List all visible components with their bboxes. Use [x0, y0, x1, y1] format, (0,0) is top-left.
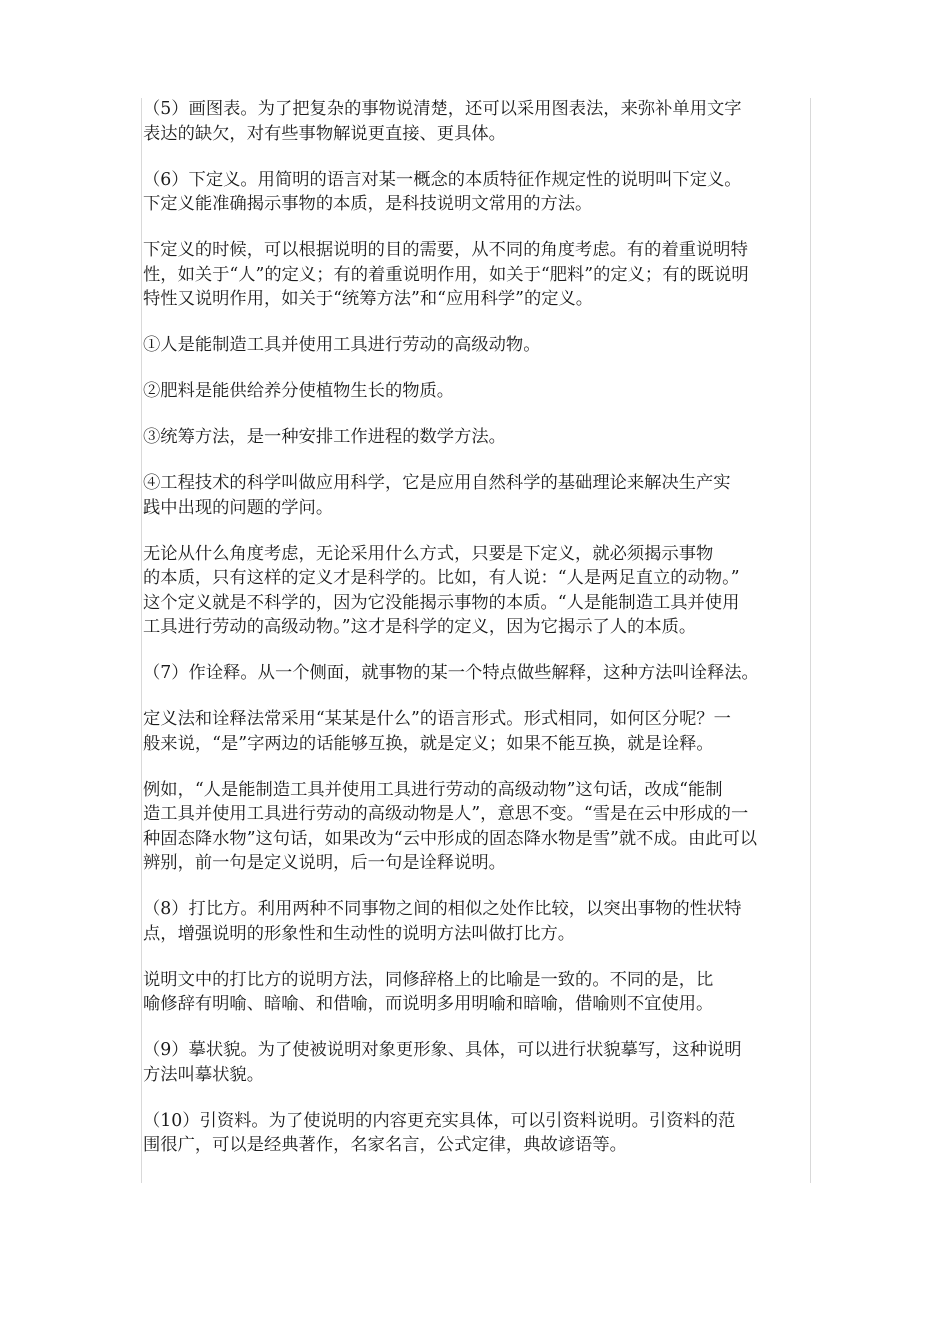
- text-line: 下定义的时候，可以根据说明的目的需要，从不同的角度考虑。有的着重说明特: [143, 240, 748, 260]
- text-line: 围很广，可以是经典著作，名家名言，公式定律，典故谚语等。: [143, 1135, 627, 1155]
- text-line: （9）摹状貌。为了使被说明对象更形象、具体，可以进行状貌摹写，这种说明: [143, 1040, 742, 1060]
- paragraph-interpretation: [143, 661, 815, 686]
- text-line: 性，如关于“人”的定义；有的着重说明作用，如关于“肥料”的定义；有的既说明: [143, 264, 749, 285]
- paragraph-describe: [143, 1038, 815, 1087]
- text-line: 下定义能准确揭示事物的本质，是科技说明文常用的方法。: [143, 194, 593, 214]
- text-line: 特性又说明作用，如关于“统筹方法”和“应用科学”的定义。: [143, 289, 594, 309]
- text-line: （8）打比方。利用两种不同事物之间的相似之处作比较，以突出事物的性状特: [143, 899, 742, 919]
- paragraph-example-2: [143, 379, 815, 404]
- text-line: （7）作诠释。从一个侧面，就事物的某一个特点做些解释，这种方法叫诠释法。: [143, 663, 759, 683]
- text-line: 辨别，前一句是定义说明，后一句是诠释说明。: [143, 853, 506, 873]
- text-line: 这个定义就是不科学的，因为它没能揭示事物的本质。“人是能制造工具并使用: [143, 592, 740, 613]
- paragraph-analogy: [143, 897, 815, 946]
- text-line: 造工具并使用工具进行劳动的高级动物是人”，意思不变。“雪是在云中形成的一: [143, 804, 749, 824]
- paragraph-example-3: [143, 425, 815, 450]
- text-line: 无论从什么角度考虑，无论采用什么方式，只要是下定义，就必须揭示事物: [143, 543, 714, 564]
- text-line: （5）画图表。为了把复杂的事物说清楚，还可以采用图表法，来弥补单用文字: [143, 99, 742, 119]
- paragraph-analogy-rhetoric: [143, 968, 815, 1017]
- text-line: 方法叫摹状貌。: [143, 1064, 264, 1085]
- paragraph-essence: [143, 542, 815, 640]
- text-line: ②肥料是能供给养分使植物生长的物质。: [143, 381, 455, 401]
- paragraph-draw-charts: [143, 97, 815, 146]
- text-line: ④工程技术的科学叫做应用科学，它是应用自然科学的基础理论来解决生产实: [143, 473, 731, 493]
- text-line: 践中出现的问题的学问。: [143, 497, 334, 518]
- text-line: 说明文中的打比方的说明方法，同修辞格上的比喻是一致的。不同的是，比: [143, 969, 714, 990]
- text-line: 例如，“人是能制造工具并使用工具进行劳动的高级动物”这句话，改成“能制: [143, 779, 723, 800]
- paragraph-definition: [143, 168, 815, 217]
- document-body: [143, 97, 815, 1158]
- text-line: 种固态降水物”这句话，如果改为“云中形成的固态降水物是雪”就不成。由此可以: [143, 828, 758, 849]
- paragraph-example-4: [143, 471, 815, 520]
- text-line: 的本质，只有这样的定义才是科学的。比如，有人说：“人是两足直立的动物。”: [143, 568, 740, 588]
- text-line: （10）引资料。为了使说明的内容更充实具体，可以引资料说明。引资料的范: [143, 1110, 736, 1131]
- text-line: 工具进行劳动的高级动物。”这才是科学的定义，因为它揭示了人的本质。: [143, 617, 697, 637]
- paragraph-distinguish: [143, 707, 815, 756]
- text-line: ③统筹方法，是一种安排工作进程的数学方法。: [143, 427, 506, 447]
- text-line: ①人是能制造工具并使用工具进行劳动的高级动物。: [143, 335, 541, 355]
- text-line: 定义法和诠释法常采用“某某是什么”的语言形式。形式相同，如何区分呢？一: [143, 709, 731, 729]
- text-line: 般来说，“是”字两边的话能够互换，就是定义；如果不能互换，就是诠释。: [143, 733, 714, 754]
- text-line: 点，增强说明的形象性和生动性的说明方法叫做打比方。: [143, 923, 576, 944]
- paragraph-definition-angles: [143, 238, 815, 312]
- text-line: 喻修辞有明喻、暗喻、和借喻，而说明多用明喻和暗喻，借喻则不宜使用。: [143, 994, 714, 1014]
- text-line: （6）下定义。用简明的语言对某一概念的本质特征作规定性的说明叫下定义。: [143, 169, 742, 190]
- text-line: 表达的缺欠，对有些事物解说更直接、更具体。: [143, 123, 506, 144]
- paragraph-for-example: [143, 778, 815, 876]
- paragraph-cite: [143, 1109, 815, 1158]
- paragraph-example-1: [143, 333, 815, 358]
